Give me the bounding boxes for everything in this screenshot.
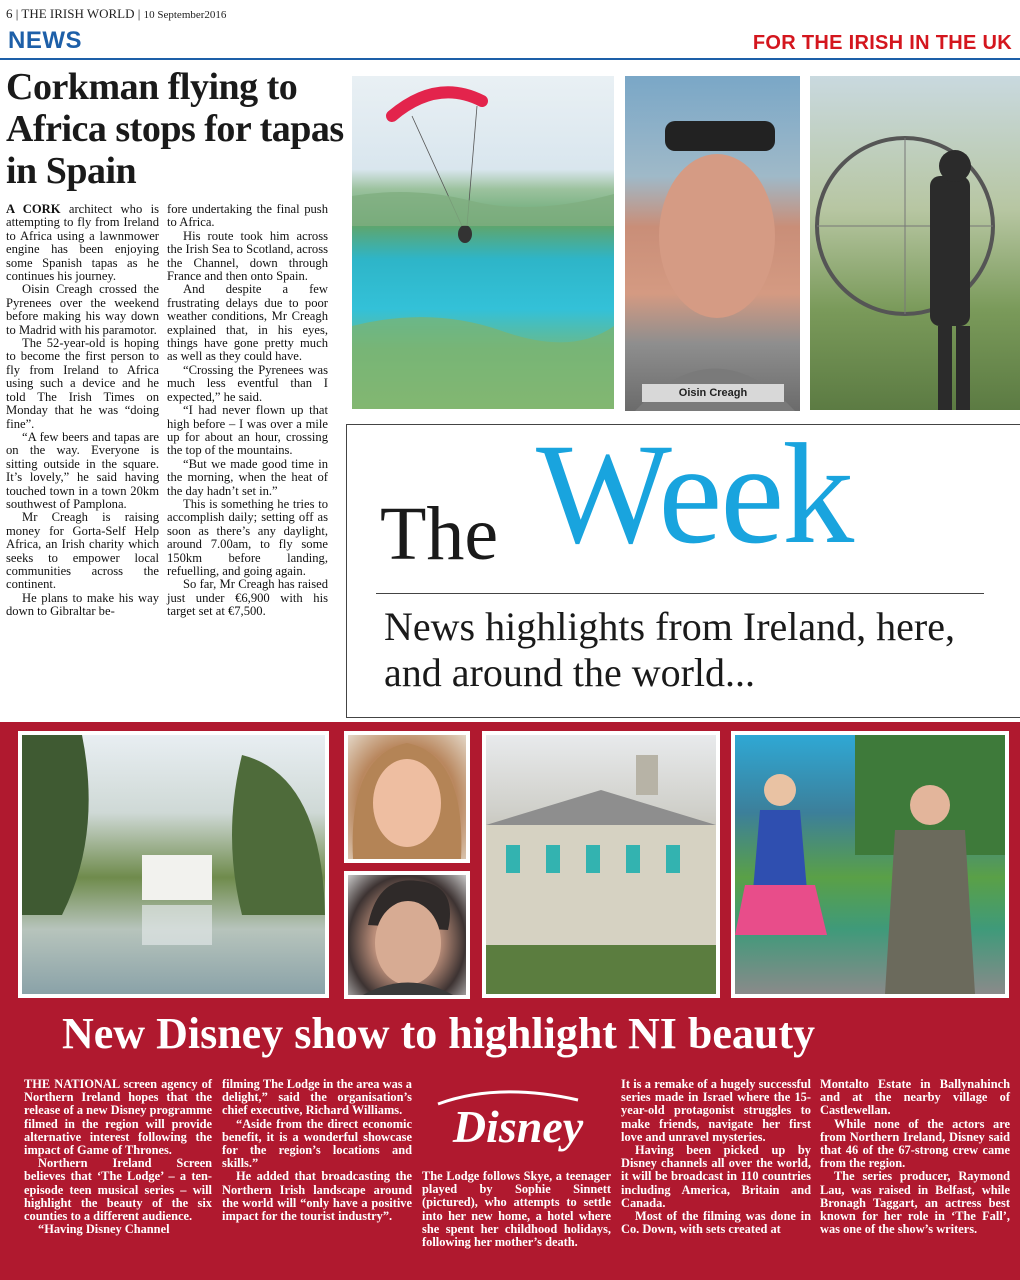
- montalto-house-photo: [482, 731, 720, 998]
- header-rule: [0, 58, 1020, 60]
- section-label: NEWS: [8, 27, 82, 54]
- story-paragraph: He plans to make his way down to Gibraltar be-: [6, 590, 159, 619]
- story-paragraph: “But we made good time in the morning, when the heat of the day hadn’t set in.”: [167, 456, 328, 498]
- feature-column-3: [422, 1170, 611, 1249]
- story-column-2: [167, 203, 328, 619]
- feature-paragraph: Montalto Estate in Ballynahinch and at the nearby village of Castlewellan.: [820, 1077, 1010, 1118]
- disney-logo: [428, 1082, 608, 1162]
- the-week-subtitle: News highlights from Ireland, here, and around the world...: [384, 604, 955, 695]
- paramotor-illustration: [810, 76, 1020, 410]
- story-paragraph: A CORK architect who is attempting to fly from Ireland to Africa using a lawnmower engine has been enjoying some Spanish tapas as he continues his journey.: [6, 202, 159, 284]
- the-week-title-week: Week: [536, 415, 853, 574]
- feature-paragraph: filming The Lodge in the area was a delight,” said the organisation’s chief executive, Richard Williams.: [222, 1077, 412, 1118]
- disney-logo-text: Disney: [452, 1101, 584, 1152]
- actor-portrait: [344, 871, 470, 999]
- story-paragraph: So far, Mr Creagh has raised just under €6,900 with his target set at €7,500.: [167, 577, 328, 619]
- scene-illustration: [735, 735, 1005, 994]
- feature-column-1: [24, 1078, 212, 1236]
- castle-lake-photo: [18, 731, 329, 998]
- feature-paragraph: While none of the actors are from Northern Ireland, Disney said that 46 of the 67-strong crew came from the region.: [820, 1116, 1010, 1171]
- story-lead-in: A CORK: [6, 202, 61, 216]
- the-week-title-the: The: [380, 492, 499, 576]
- story-paragraph: His route took him across the Irish Sea to Scotland, across the Channel, down through France and then onto Spain.: [167, 228, 328, 284]
- feature-paragraph: It is a remake of a hugely successful series made in Israel where the 15-year-old protagonist struggles to make friends, navigate her first love and unravel mysteries.: [621, 1077, 811, 1144]
- story-paragraph: “Crossing the Pyrenees was much less eventful than I expected,” he said.: [167, 362, 328, 404]
- feature-paragraph: “Having Disney Channel: [38, 1222, 170, 1237]
- section-rule: [346, 717, 1020, 718]
- actress-illustration: [348, 735, 466, 859]
- feature-column-5: [820, 1078, 1010, 1236]
- oisin-creagh-portrait: [625, 76, 800, 411]
- feature-paragraph: He added that broadcasting the Northern Irish landscape around the world will “only have a positive impact for the tourist industry”.: [222, 1169, 412, 1224]
- story-paragraph: “A few beers and tapas are on the way. Everyone is sitting outside in the square. It’s lovely,” he said having touched town in a town 20km southwest of Pamplona.: [6, 429, 159, 511]
- portrait-illustration: [625, 76, 800, 411]
- story-paragraph: Mr Creagh is raising money for Gorta-Self Help Africa, an Irish charity which seeks to empower local communities across the continent.: [6, 510, 159, 592]
- feature-paragraph: Having been picked up by Disney channels all over the world, it will be broadcast in 110 countries including America, Britain and Canada.: [621, 1143, 811, 1210]
- feature-paragraph: The Lodge follows Skye, a teenager played by Sophie Sinnett (pictured), who attempts to settle into her new home, a hotel where she spent her childhood holidays, following her mother’s death.: [422, 1169, 611, 1250]
- actor-illustration: [348, 875, 466, 995]
- castle-illustration: [22, 735, 325, 994]
- issue-date: 10 September2016: [143, 9, 227, 21]
- story-paragraph: fore undertaking the final push to Africa.: [167, 202, 328, 230]
- story-paragraph: And despite a few frustrating delays due to poor weather conditions, Mr Creagh explained that, in his eyes, things have gone pretty much as well as they could have.: [167, 282, 328, 364]
- publication-name: THE IRISH WORLD: [21, 6, 135, 21]
- photo-caption: Oisin Creagh: [642, 384, 784, 402]
- paramotor-photo: [810, 76, 1020, 410]
- feature-column-2: [222, 1078, 412, 1223]
- feature-paragraph: THE NATIONAL screen agency of Northern Ireland hopes that the release of a new Disney programme filmed in the region will provide alternative interest following the impact of Game of Thrones.: [24, 1077, 212, 1158]
- feature-paragraph: The series producer, Raymond Lau, was raised in Belfast, while Bronagh Taggart, an actress best known for her role in ‘The Fall’, was one of the show’s writers.: [820, 1169, 1010, 1237]
- story-paragraph: The 52-year-old is hoping to become the first person to fly from Ireland to Africa using such a device and he told The Irish Times on Monday that he was “doing fine”.: [6, 336, 159, 431]
- sophie-sinnett-portrait: [344, 731, 470, 863]
- feature-paragraph: “Aside from the direct economic benefit, it is a wonderful showcase for the region’s locations and skills.”: [222, 1116, 412, 1171]
- story-paragraph: “I had never flown up that high before – I was over a mile up for about an hour, crossing the top of the mountains.: [167, 403, 328, 458]
- feature-paragraph: Most of the filming was done in Co. Down, with sets created at: [621, 1209, 811, 1237]
- the-lodge-scene-photo: [731, 731, 1009, 998]
- story-paragraph: This is something he tries to accomplish daily; setting off as soon as there’s any daylight, around 7.00am, to fly some 150km before landing, refuelling, and going again.: [167, 496, 328, 578]
- feature-paragraph: Northern Ireland Screen believes that ‘The Lodge’ – a ten-episode teen musical series – will highlight the beauty of the six counties to a different audience.: [24, 1156, 212, 1224]
- paraglider-illustration: [352, 76, 614, 409]
- publication-tagline: FOR THE IRISH IN THE UK: [752, 32, 1012, 54]
- paraglider-photo: [352, 76, 614, 409]
- disney-logo-graphic: [428, 1082, 608, 1162]
- house-illustration: [486, 735, 716, 994]
- page-number: 6: [6, 6, 13, 21]
- feature-column-4: [621, 1078, 811, 1236]
- folio-separator: |: [137, 6, 144, 21]
- story-headline: Corkman flying to Africa stops for tapas in Spain: [6, 66, 344, 192]
- folio-separator: |: [15, 6, 22, 21]
- story-column-1: [6, 203, 159, 619]
- the-week-rule: [376, 593, 984, 594]
- folio-line: [6, 6, 226, 22]
- feature-headline: New Disney show to highlight NI beauty: [62, 1009, 815, 1058]
- story-paragraph: Oisin Creagh crossed the Pyrenees over the weekend before making his way down to Madrid with his paramotor.: [6, 282, 159, 337]
